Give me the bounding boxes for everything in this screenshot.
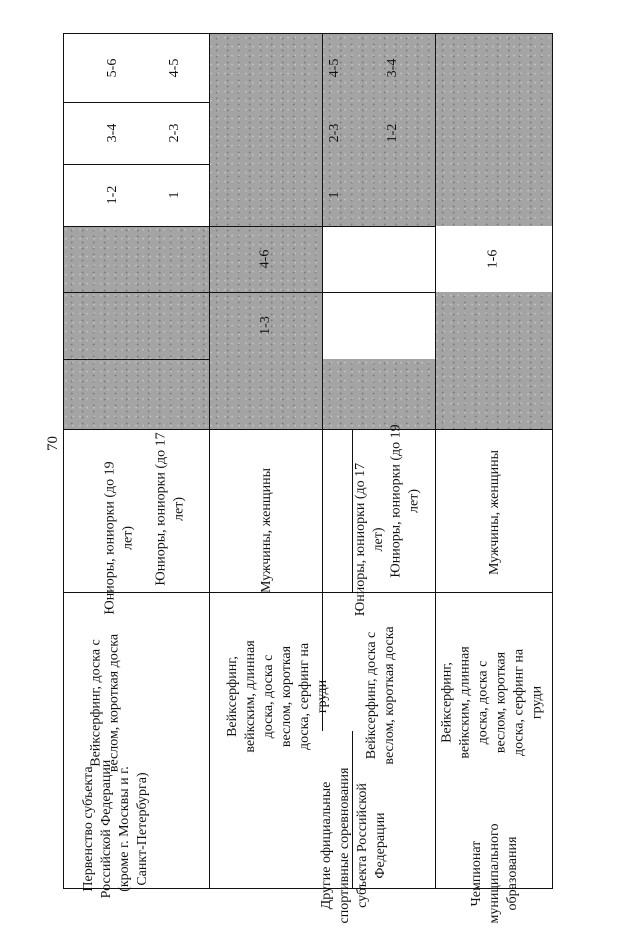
places-first-j17-2-3: 2-3: [167, 123, 182, 143]
group-men-women-a: Мужчины, женщины: [258, 467, 274, 594]
places-first-j19-3-4: 3-4: [105, 123, 120, 143]
shaded-cell: [64, 359, 209, 429]
grid-line: [64, 292, 209, 293]
places-second-j17-1-2: 1-2: [385, 123, 400, 143]
group-juniors19-a: Юниоры, юниорки (до 19 лет): [102, 461, 136, 615]
group-men-women-b: Мужчины, женщины: [486, 449, 502, 576]
competition-first: Первенство субъекта Российской Федерации (кроме г. Москвы и г. Санкт-Петербурга): [81, 759, 150, 899]
places-second-j17-3-4: 3-4: [385, 58, 400, 78]
grid-line: [322, 34, 323, 731]
group-juniors19-b: Юниоры, юниорки (до 19 лет): [388, 424, 422, 578]
places-men-1-3: 1-3: [257, 316, 273, 335]
shaded-cell: [64, 292, 209, 359]
competition-third: Чемпионат муниципального образования: [468, 823, 520, 924]
discipline-first: Вейксерфинг, доска с веслом, короткая доска: [88, 633, 122, 773]
shaded-cell: [322, 359, 435, 429]
places-men-4-6: 4-6: [257, 249, 273, 269]
group-juniors17-b: Юниоры, юниорки (до 17 лет): [353, 462, 386, 617]
places-first-j19-1-2: 1-2: [105, 185, 120, 205]
competition-ranking-table: [63, 33, 553, 924]
places-second-j19-4-5: 4-5: [327, 58, 342, 78]
places-municipal-1-6: 1-6: [485, 249, 501, 269]
group-juniors17-a: Юниоры, юниорки (до 17 лет): [153, 432, 187, 586]
places-second-j19-1: 1: [327, 191, 342, 199]
shaded-cell: [435, 34, 552, 226]
grid-line: [64, 359, 209, 360]
places-first-j17-1: 1: [167, 191, 182, 199]
shaded-cell: [64, 226, 209, 292]
grid-line: [64, 429, 552, 430]
grid-line: [64, 226, 209, 227]
places-first-j17-4-5: 4-5: [167, 58, 182, 78]
page-number: 70: [45, 436, 61, 451]
competition-second: Другие официальные спортивные соревнования субъекта Российской Федерации: [318, 767, 388, 924]
places-second-j19-2-3: 2-3: [327, 123, 342, 143]
places-first-j19-5-6: 5-6: [105, 58, 120, 78]
discipline-second-b: Вейксерфинг, доска с веслом, короткая доска: [364, 626, 397, 765]
discipline-second-a: Вейксерфинг, вейкским, длинная доска, доска с веслом, короткая доска, серфинг на груди: [224, 640, 330, 753]
discipline-third: Вейксерфинг, вейкским, длинная доска, доска с веслом, короткая доска, серфинг на груди: [439, 646, 544, 759]
